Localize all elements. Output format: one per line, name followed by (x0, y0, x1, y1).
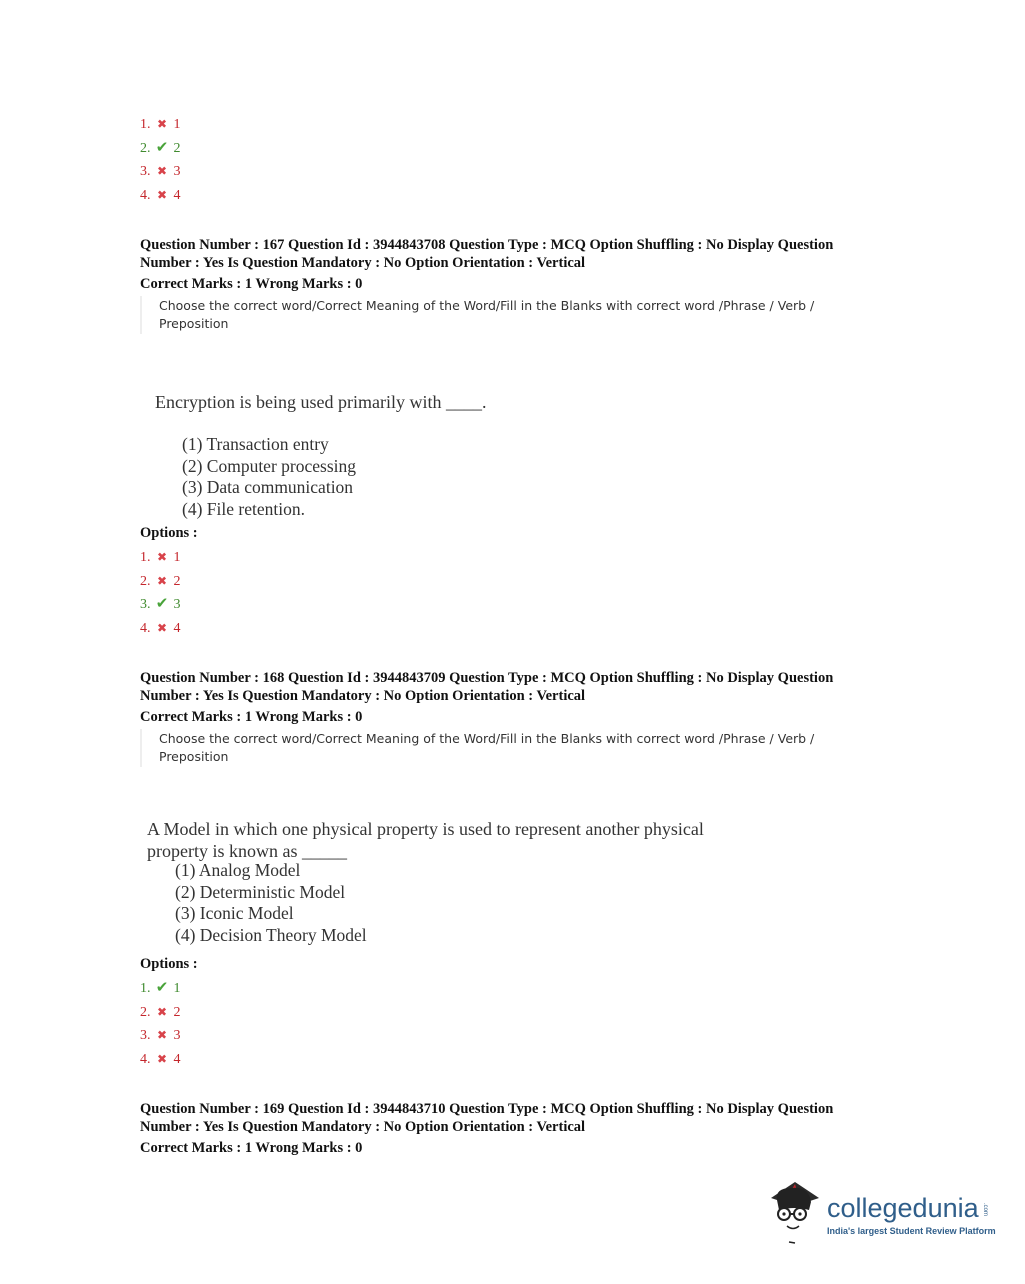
q167-instruction: Choose the correct word/Correct Meaning of the Word/Fill in the Blanks with correct word /Phrase / Verb / Preposition (159, 298, 815, 331)
q169-marks: Correct Marks : 1 Wrong Marks : 0 (140, 1140, 363, 1156)
choice-item: (2) Computer processing (182, 455, 356, 476)
choice-item: (1) Transaction entry (182, 434, 329, 454)
option-item: 3. ✔ 3 (140, 593, 181, 617)
q168-option-list (140, 977, 181, 1071)
cross-icon: ✖ (156, 620, 168, 635)
cross-icon: ✖ (156, 573, 168, 588)
q167-meta: Question Number : 167 Question Id : 3944843708 Question Type : MCQ Option Shuffling : No Display Question Number : Yes Is Question Mandatory : No Option Orientation : Vertical (140, 237, 834, 271)
q168-marks: Correct Marks : 1 Wrong Marks : 0 (140, 709, 363, 725)
instruction-divider (140, 729, 142, 767)
q167-choice-list (182, 434, 356, 520)
check-icon: ✔ (155, 980, 169, 996)
q166-option-list (140, 113, 181, 207)
option-item: 4. ✖ 4 (140, 1048, 181, 1072)
logo-tagline: India's largest Student Review Platform (827, 1226, 996, 1236)
q167-question-text: Encryption is being used primarily with ____. (155, 392, 487, 412)
cross-icon: ✖ (156, 117, 168, 131)
option-item: 2. ✔ 2 (140, 137, 181, 161)
choice-item: (4) Decision Theory Model (175, 924, 367, 945)
check-icon: ✔ (155, 596, 169, 612)
instruction-divider (140, 296, 142, 334)
option-item: 2. ✖ 2 (140, 1001, 181, 1025)
option-item: 1. ✖ 1 (140, 113, 181, 137)
option-item: 3. ✖ 3 (140, 1024, 181, 1048)
choice-item: (2) Deterministic Model (175, 881, 346, 902)
logo-wordmark: collegedunia (827, 1193, 979, 1223)
cross-icon: ✖ (156, 1004, 168, 1019)
cross-icon: ✖ (156, 1051, 168, 1066)
q167-options-label: Options : (140, 525, 198, 541)
option-item: 1. ✖ 1 (140, 546, 181, 570)
q168-question-text: A Model in which one physical property is used to represent another physical property is known as _____ (147, 819, 704, 861)
option-item: 4. ✖ 4 (140, 617, 181, 641)
option-item: 1. ✔ 1 (140, 977, 181, 1001)
cross-icon: ✖ (156, 550, 168, 564)
collegedunia-mascot-icon (765, 1176, 825, 1246)
option-item: 2. ✖ 2 (140, 570, 181, 594)
choice-item: (4) File retention. (182, 498, 305, 519)
q168-meta: Question Number : 168 Question Id : 3944843709 Question Type : MCQ Option Shuffling : No Display Question Number : Yes Is Question Mandatory : No Option Orientation : Vertical (140, 670, 834, 704)
cross-icon: ✖ (156, 164, 168, 178)
cross-icon: ✖ (156, 1028, 168, 1042)
q169-meta: Question Number : 169 Question Id : 3944843710 Question Type : MCQ Option Shuffling : No Display Question Number : Yes Is Question Mandatory : No Option Orientation : Vertical (140, 1101, 834, 1135)
choice-item: (1) Analog Model (175, 860, 301, 880)
q168-choice-list (175, 860, 367, 946)
q168-instruction: Choose the correct word/Correct Meaning of the Word/Fill in the Blanks with correct word /Phrase / Verb / Preposition (159, 731, 815, 764)
cross-icon: ✖ (156, 187, 168, 202)
option-item: 4. ✖ 4 (140, 184, 181, 208)
choice-item: (3) Data communication (182, 477, 354, 497)
q167-option-list (140, 546, 181, 640)
q167-marks: Correct Marks : 1 Wrong Marks : 0 (140, 276, 363, 292)
check-icon: ✔ (155, 139, 169, 156)
q168-options-label: Options : (140, 956, 198, 972)
option-item: 3. ✖ 3 (140, 160, 181, 184)
choice-item: (3) Iconic Model (175, 903, 294, 923)
logo-domain-suffix: .com (982, 1203, 988, 1217)
